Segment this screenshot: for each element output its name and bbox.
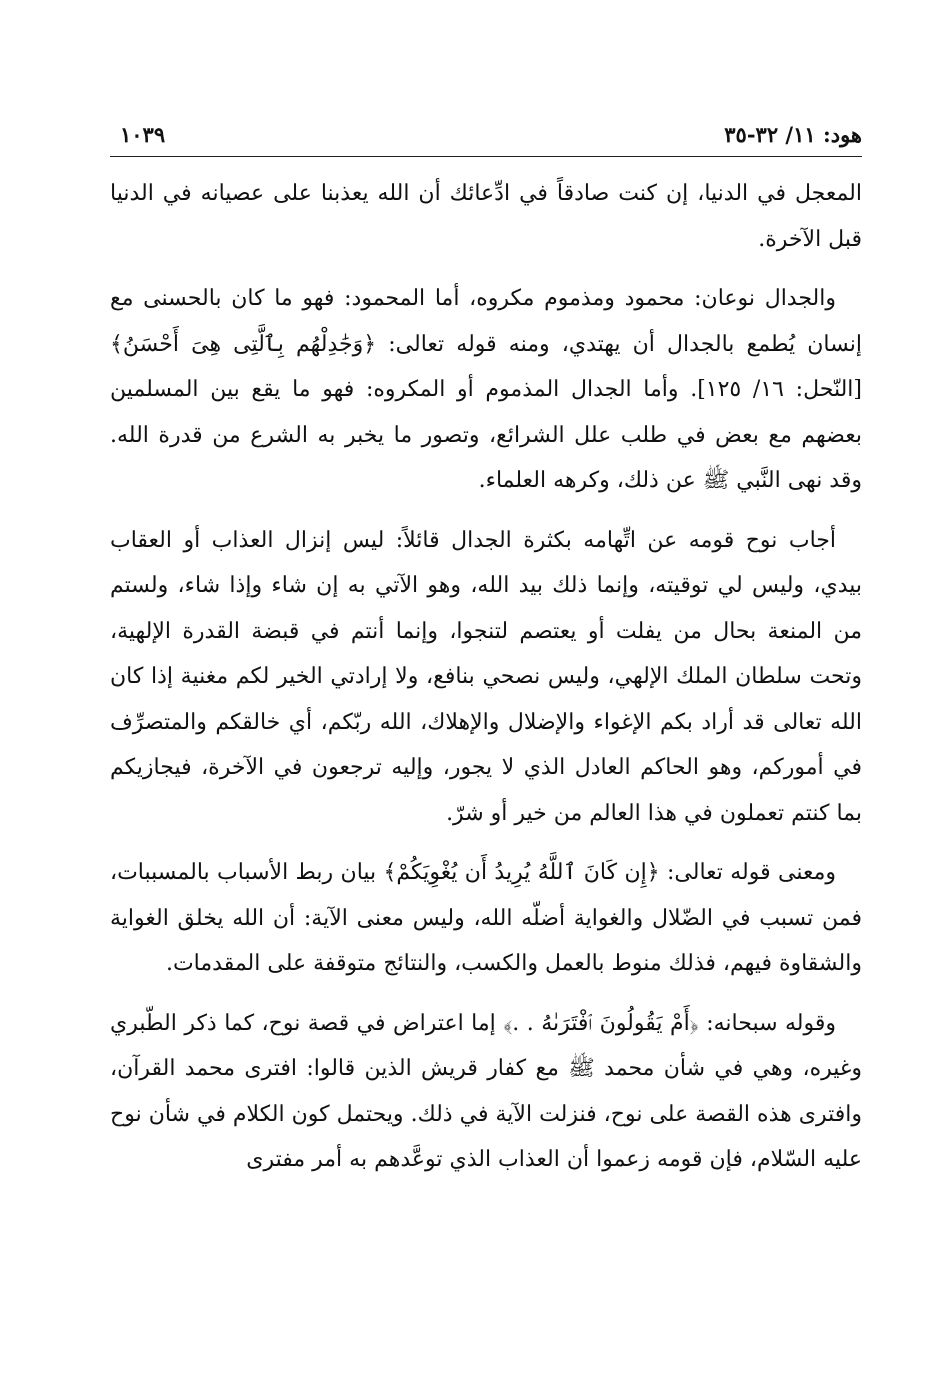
running-title: هود: ١١/ ٣٢-٣٥ xyxy=(724,122,862,147)
paragraph-continuation: المعجل في الدنيا، إن كنت صادقاً في ادِّعائك أن الله يعذبنا على عصيانه في الدنيا قبل الآخرة. xyxy=(110,181,862,252)
header-rule xyxy=(110,156,862,157)
paragraph-verse-meaning: ومعنى قوله تعالى: ﴿إِن كَانَ ٱللَّهُ يُرِيدُ أَن يُغْوِيَكُمْ﴾ بيان ربط الأسباب بالمسببات، فمن تسبب في الضّلال والغواية أضلّه الله، وليس معنى الآية: أن الله يخلق الغواية والشقاوة فيهم، فذلك منوط بالعمل والكسب، والنتائج متوقفة على المقدمات. xyxy=(110,860,862,976)
paragraph-noah-reply: أجاب نوح قومه عن اتِّهامه بكثرة الجدال قائلاً: ليس إنزال العذاب أو العقاب بيدي، وليس لي توقيته، وإنما ذلك بيد الله، وهو الآتي به إن شاء وإذا شاء، ولستم من المنعة بحال من يفلت أو يعتصم لتنجوا، وإنما أنتم في قبضة القدرة الإلهية، وتحت سلطان الملك الإلهي، وليس نصحي بنافع، ولا إرادتي الخير لكم مغنية إذا كان الله تعالى قد أراد بكم الإغواء والإضلال والإهلاك، الله ربّكم، أي خالقكم والمتصرِّف في أموركم، وهو الحاكم العادل الذي لا يجور، وإليه ترجعون في الآخرة، فيجازيكم بما كنتم تعملون في هذا العالم من خير أو شرّ. xyxy=(110,527,862,826)
paragraph-fabrication-claim: وقوله سبحانه: ﴿أَمْ يَقُولُونَ ٱفْتَرَىٰهُ . .﴾ إما اعتراض في قصة نوح، كما ذكر الطّبري وغيره، وهي في شأن محمد ﷺ مع كفار قريش الذين قالوا: افترى محمد القرآن، وافترى هذه القصة على نوح، فنزلت الآية في ذلك. ويحتمل كون الكلام في شأن نوح عليه السّلام، فإن قومه زعموا أن العذاب الذي توعَّدهم به أمر مفترى xyxy=(110,1010,862,1172)
book-page xyxy=(110,116,862,1183)
paragraph-jidal-types: والجدال نوعان: محمود ومذموم مكروه، أما المحمود: فهو ما كان بالحسنى مع إنسان يُطمع بالجدال أن يهتدي، ومنه قوله تعالى: ﴿وَجَٰدِلْهُم بِٱلَّتِى هِىَ أَحْسَنُ﴾ [النّحل: ١٦/ ١٢٥]. وأما الجدال المذموم أو المكروه: فهو ما يقع بين المسلمين بعضهم مع بعض في طلب علل الشرائع، وتصور ما يخبر به الشرع من قدرة الله. وقد نهى النَّبي ﷺ عن ذلك، وكرهه العلماء. xyxy=(110,286,862,493)
page-number: ١٠٣٩ xyxy=(120,122,166,147)
page-header xyxy=(110,116,862,156)
